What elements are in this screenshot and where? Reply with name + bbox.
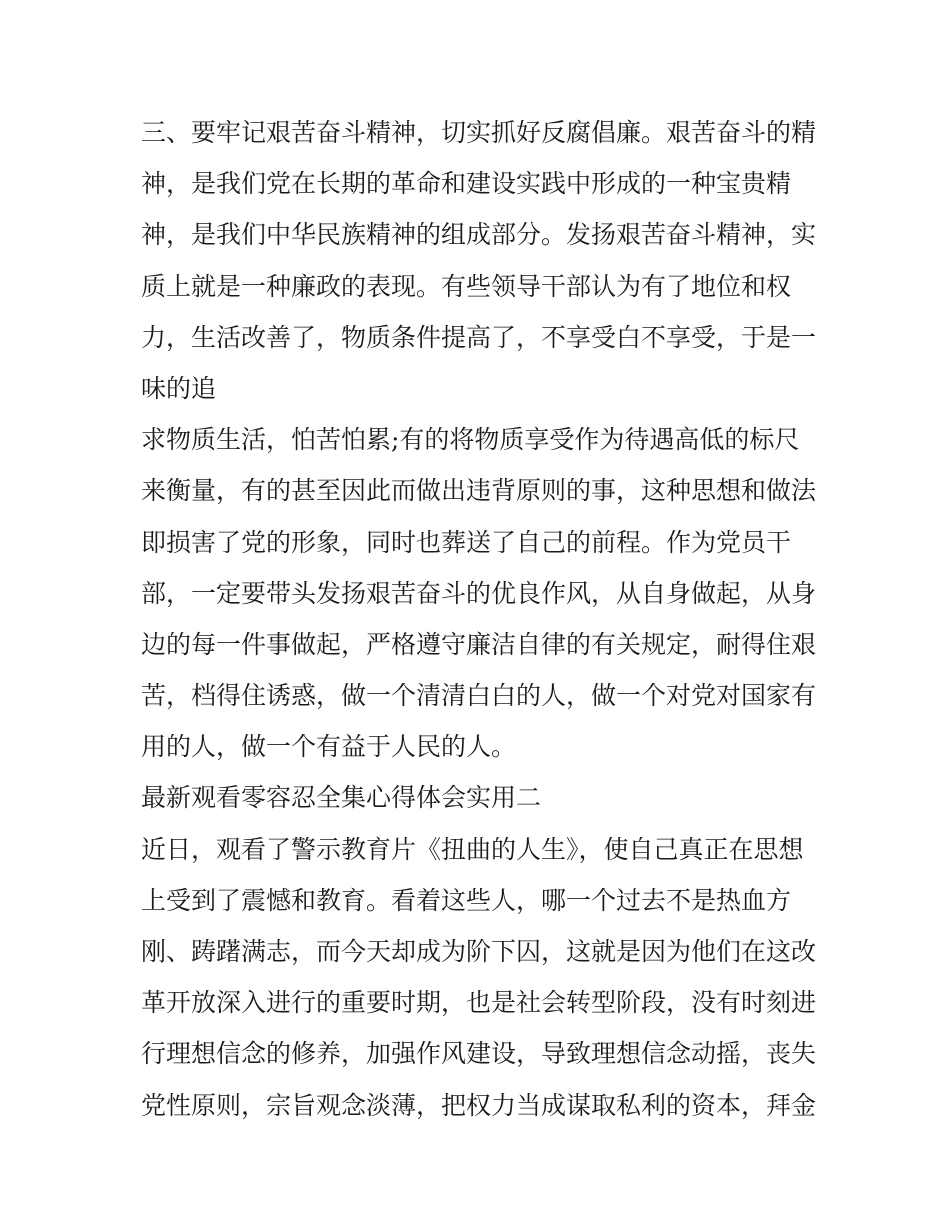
text-line: 边的每一件事做起，严格遵守廉洁自律的有关规定，耐得住艰 — [141, 629, 817, 659]
text-line: 部，一定要带头发扬艰苦奋斗的优良作风，从自身做起，从身 — [141, 578, 817, 608]
text-line: 质上就是一种廉政的表现。有些领导干部认为有了地位和权 — [141, 271, 792, 301]
text-line: 力，生活改善了，物质条件提高了，不享受白不享受，于是一 — [141, 322, 817, 352]
text-line: 来衡量，有的甚至因此而做出违背原则的事，这种思想和做法 — [141, 476, 817, 506]
text-line: 神，是我们党在长期的革命和建设实践中形成的一种宝贵精 — [141, 169, 792, 199]
text-line: 革开放深入进行的重要时期，也是社会转型阶段，没有时刻进 — [141, 988, 817, 1018]
text-line: 用的人，做一个有益于人民的人。 — [141, 732, 517, 762]
text-line: 即损害了党的形象，同时也葬送了自己的前程。作为党员干 — [141, 527, 792, 557]
text-line: 三、要牢记艰苦奋斗精神，切实抓好反腐倡廉。艰苦奋斗的精 — [141, 118, 817, 147]
text-line: 求物质生活，怕苦怕累;有的将物质享受作为待遇高低的标尺 — [141, 425, 800, 455]
text-line: 上受到了震憾和教育。看着这些人，哪一个过去不是热血方 — [141, 885, 792, 915]
text-line: 苦，档得住诱惑，做一个清清白白的人，做一个对党对国家有 — [141, 681, 817, 711]
text-line: 刚、踌躇满志，而今天却成为阶下囚，这就是因为他们在这改 — [141, 937, 817, 966]
body-text — [141, 107, 821, 1131]
section-heading: 最新观看零容忍全集心得体会实用二 — [141, 783, 542, 813]
text-line: 行理想信念的修养，加强作风建设，导致理想信念动摇，丧失 — [141, 1039, 817, 1069]
text-line: 近日，观看了警示教育片《扭曲的人生》，使自己真正在思想 — [141, 834, 804, 864]
text-line: 味的追 — [141, 373, 217, 403]
text-line: 党性原则，宗旨观念淡薄，把权力当成谋取私利的资本，拜金 — [141, 1090, 817, 1120]
text-line: 神，是我们中华民族精神的组成部分。发扬艰苦奋斗精神，实 — [141, 220, 817, 250]
